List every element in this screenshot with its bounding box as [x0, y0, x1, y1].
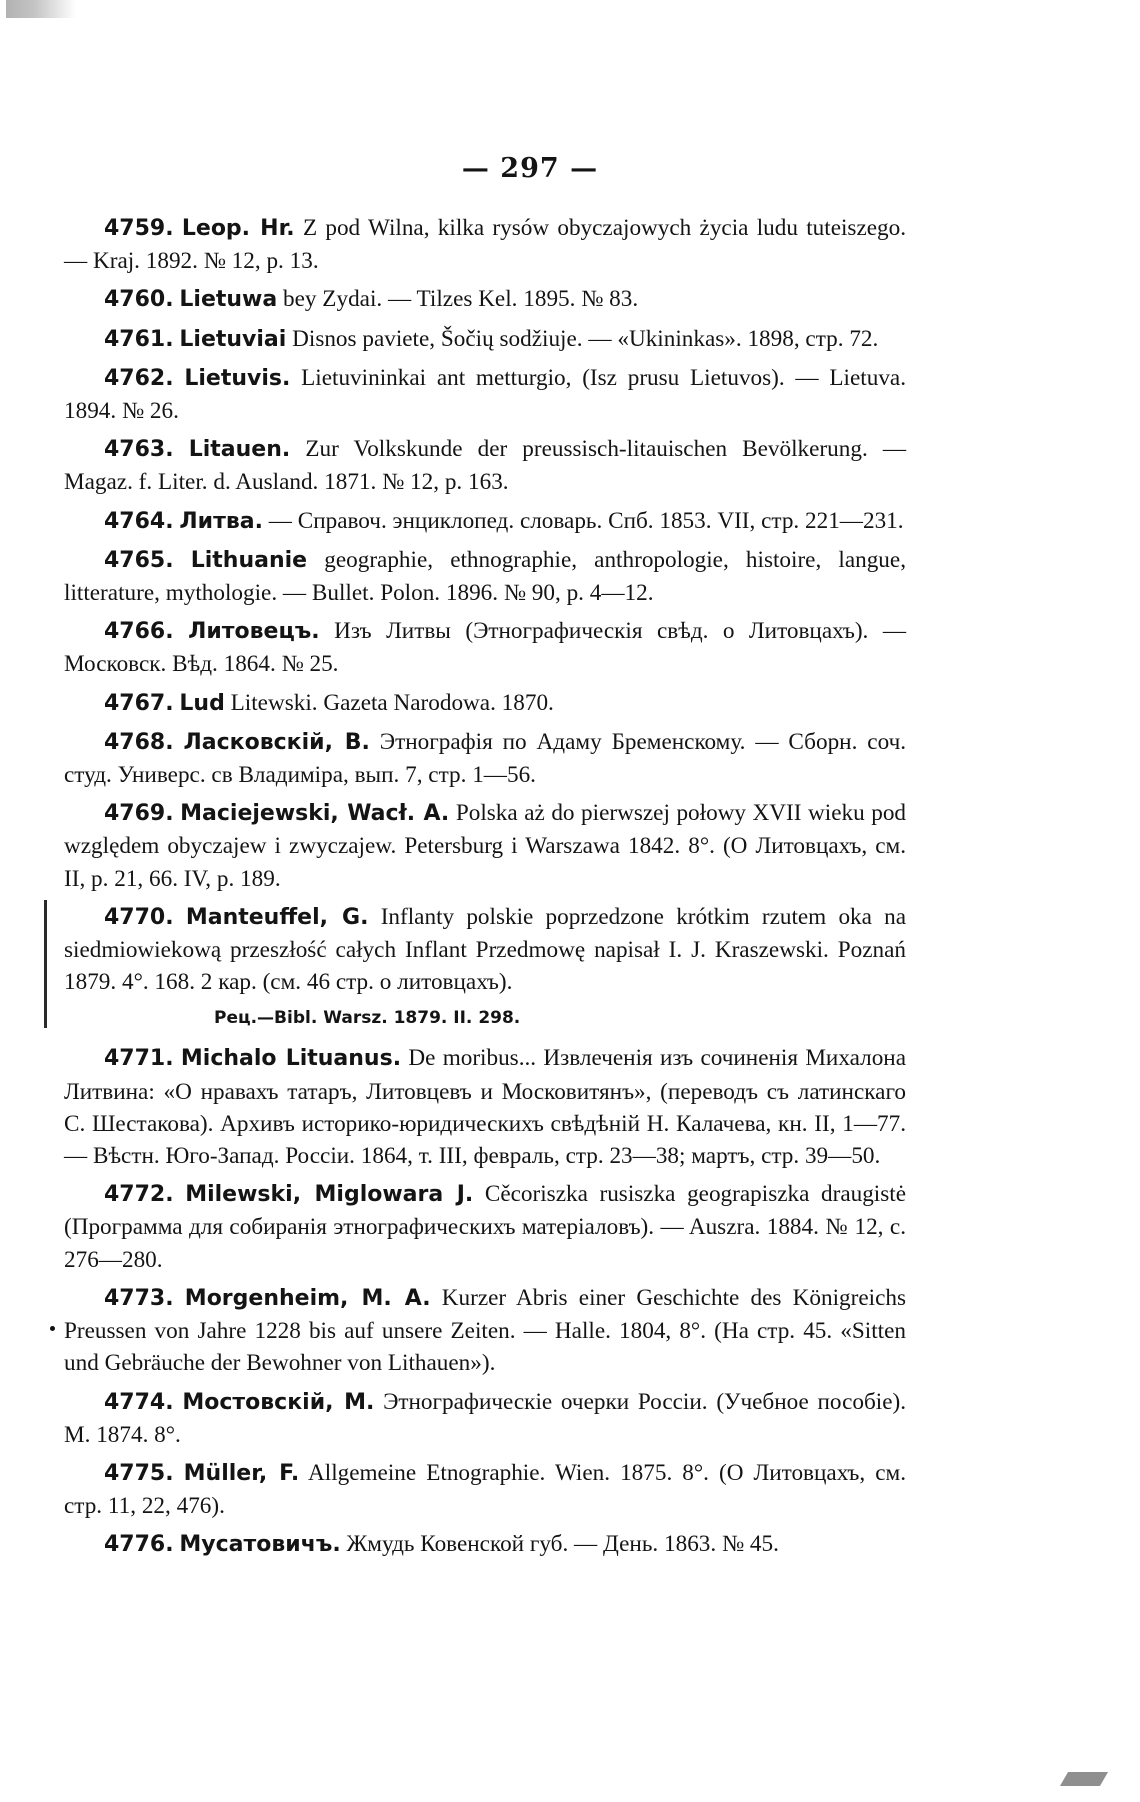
entry-text: Disnos paviete, Šočių sodžiuje. — «Ukininkas». 1898, стр. 72. — [292, 325, 879, 352]
entry-4765 — [64, 544, 906, 609]
entry-4761 — [64, 323, 906, 356]
entry-number: 4764. — [104, 508, 174, 534]
entry-heading: Lithuanie — [190, 547, 308, 573]
entry-number: 4766. — [104, 619, 174, 645]
margin-pencil-mark — [44, 900, 47, 1028]
entry-4776 — [64, 1528, 906, 1561]
entry-number: 4774. — [104, 1389, 174, 1415]
entry-text: De moribus... Извлеченія изъ сочиненія Михалона Литвина: «О нравахъ татаръ, Литовцевъ и Московитянъ», (переводъ съ латинскаго С. Шестакова). Архивъ историко-юридическихъ свѣдѣній Н. Калачева, кн. II, 1—77. — Вѣстн. Юго-Запад. Россіи. 1864, т. III, февраль, стр. 23—38; мартъ, стр. 39—50. — [64, 1045, 906, 1170]
entry-text: Lietuvininkai ant metturgio, (Isz prusu Lietuvos). — Lietuva. 1894. № 26. — [64, 364, 907, 425]
entry-text: geographie, ethnographie, anthropologie, histoire, langue, litterature, mythologie. — Bullet. Polon. 1896. № 90, p. 4—12. — [64, 546, 906, 607]
entry-text: Kurzer Abris einer Geschichte des Königreichs Preussen von Jahre 1228 bis auf unsere Zeiten. — Halle. 1804, 8°. (На стр. 45. «Sitten und Gebräuche der Bewohner von Lithauen»). — [64, 1284, 906, 1377]
entry-number: 4763. — [104, 437, 174, 463]
bibliography-list — [64, 212, 906, 1568]
entry-4762 — [64, 362, 906, 427]
scan-artifact-top-left — [6, 0, 76, 18]
entry-4769 — [64, 797, 906, 895]
entry-heading: Lietuwa — [179, 287, 278, 313]
entry-number: 4775. — [104, 1460, 174, 1486]
entry-heading: Lietuvis. — [184, 365, 291, 391]
entry-number: 4769. — [104, 801, 174, 827]
entry-4770 — [64, 901, 906, 999]
margin-dot-mark — [50, 1326, 55, 1331]
entry-4766 — [64, 615, 906, 680]
entry-number: 4768. — [104, 729, 174, 755]
entry-heading: Litauen. — [188, 437, 291, 463]
entry-text: Allgemeine Etnographie. Wien. 1875. 8°. (O Литовцахъ, см. стр. 11, 22, 476). — [64, 1459, 907, 1520]
entry-number: 4772. — [104, 1182, 174, 1208]
entry-text: Z pod Wilna, kilka rysów obyczajowych życia ludu tuteiszego. — Kraj. 1892. № 12, p. 13. — [64, 215, 907, 275]
entry-number: 4771. — [104, 1046, 174, 1072]
entry-heading: Maciejewski, Wacł. A. — [180, 801, 450, 827]
entry-text: Zur Volkskunde der preussisch-litauischen Bevölkerung. — Magaz. f. Liter. d. Ausland. 1871. № 12, p. 163. — [64, 436, 907, 496]
entry-number: 4762. — [104, 365, 174, 391]
entry-4763 — [64, 433, 906, 498]
entry-heading: Литовецъ. — [188, 619, 320, 645]
entry-heading: Leop. Hr. — [181, 216, 295, 241]
page-number: — 297 — — [461, 153, 599, 184]
entry-4759 — [64, 212, 906, 277]
entry-4772 — [64, 1178, 906, 1276]
entry-number: 4773. — [104, 1285, 174, 1311]
entry-text: Жмудь Ковенской губ. — День. 1863. № 45. — [346, 1531, 779, 1558]
entry-text: Inflanty polskie poprzedzone krótkim rzutem oka na siedmiowiekową przeszłość całych Inflant Przedmowę napisał I. J. Kraszewski. Poznań 1879. 4°. 168. 2 кар. (см. 46 стр. о литовцахъ). — [64, 903, 907, 996]
entry-heading: Литва. — [179, 508, 263, 534]
entry-4771 — [64, 1042, 906, 1172]
entry-text: Изъ Литвы (Этнографическія свѣд. о Литовцахъ). — Московск. Вѣд. 1864. № 25. — [64, 618, 907, 678]
entry-text: Этнографическіе очерки Россіи. (Учебное пособіе). М. 1874. 8°. — [64, 1388, 907, 1448]
entry-text: — Справоч. энциклопед. словарь. Спб. 1853. VII, стр. 221—231. — [268, 507, 904, 534]
entry-4773 — [64, 1282, 906, 1380]
entry-text: Polska aż do pierwszej połowy XVII wieku pod względem obyczajew i zwyczajew. Petersburg i Warszawa 1842. 8°. (O Литовцахъ, см. II, p. 21, 66. IV, p. 189. — [64, 800, 907, 892]
entry-4760 — [64, 283, 906, 316]
entry-4774 — [64, 1386, 906, 1451]
entry-number: 4759. — [104, 216, 174, 241]
entry-heading: Lietuviai — [179, 326, 287, 352]
entry-heading: Ласковскій, В. — [183, 729, 370, 755]
entry-number: 4770. — [104, 904, 174, 930]
entry-heading: Manteuffel, G. — [185, 904, 369, 930]
entry-heading: Мостовскій, М. — [182, 1389, 375, 1415]
entry-heading: Milewski, Miglowara J. — [185, 1182, 474, 1208]
entry-4764 — [64, 505, 906, 538]
entry-number: 4767. — [104, 690, 174, 716]
entry-number: 4765. — [104, 547, 174, 573]
entry-text: Cěcoriszka rusiszka geograpiszka draugistė (Программа для собиранія этнографическихъ матеріаловъ). — Auszra. 1884. № 12, с. 276—280. — [64, 1181, 906, 1273]
entry-4775 — [64, 1457, 906, 1522]
entry-heading: Müller, F. — [183, 1460, 300, 1486]
entry-number: 4761. — [104, 326, 174, 352]
entry-text: Litewski. Gazeta Narodowa. 1870. — [230, 689, 554, 716]
entry-heading: Morgenheim, M. A. — [184, 1285, 431, 1311]
entry-4767 — [64, 687, 906, 720]
review-note: Рец.—Bibl. Warsz. 1879. II. 298. — [214, 1008, 521, 1029]
scan-artifact-bottom-right — [1060, 1772, 1108, 1786]
entry-text: bey Zydai. — Tilzes Kel. 1895. № 83. — [283, 286, 639, 313]
entry-heading: Michalo Lituanus. — [180, 1046, 402, 1072]
entry-4768 — [64, 726, 906, 791]
entry-heading: Lud — [179, 690, 225, 716]
entry-number: 4776. — [104, 1532, 174, 1558]
entry-text: Этнографія по Адаму Бременскому. — Сборн. соч. студ. Универс. св Владиміра, вып. 7, стр. 1—56. — [64, 728, 907, 789]
entry-number: 4760. — [104, 287, 174, 313]
entry-heading: Мусатовичъ. — [179, 1532, 341, 1558]
